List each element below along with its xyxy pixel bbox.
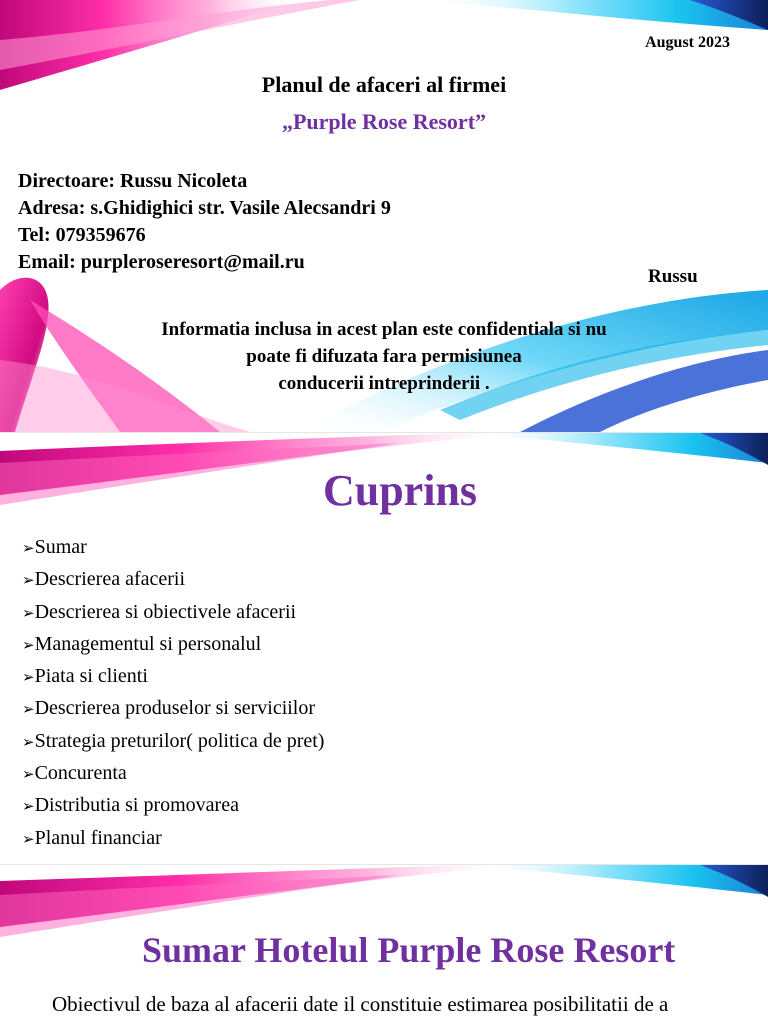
address-line: Adresa: s.Ghidighici str. Vasile Alecsandri 9 [18, 197, 391, 219]
summary-paragraph: Obiectivul de baza al afacerii date il constituie estimarea posibilitatii de a [52, 992, 669, 1016]
email-line: Email: purpleroseresort@mail.ru [18, 251, 305, 273]
contents-heading: Cuprins [322, 466, 478, 515]
signature: Russu [648, 266, 698, 287]
toc-item[interactable] [22, 531, 324, 563]
summary-slide [0, 865, 768, 1024]
toc-item[interactable] [22, 660, 324, 692]
toc-item-label: Descrierea si obiectivele afacerii [34, 600, 297, 623]
toc-item-label: Strategia preturilor( politica de pret) [34, 729, 325, 752]
toc-item-label: Sumar [34, 536, 87, 558]
toc-item[interactable] [22, 596, 324, 628]
phone-line: Tel: 079359676 [18, 224, 146, 246]
document-title: Planul de afaceri al firmei [261, 72, 507, 97]
cover-slide [0, 0, 768, 432]
toc-item-label: Managementul si personalul [34, 632, 262, 655]
toc-item-label: Concurenta [34, 762, 127, 785]
confidential-notice-line-1: Informatia inclusa in acest plan este confidentiala si nu [161, 319, 607, 340]
director-line: Directoare: Russu Nicoleta [18, 170, 248, 192]
toc-item-label: Descrierea produselor si serviciilor [34, 697, 316, 720]
toc-item[interactable] [22, 692, 324, 724]
toc-item-label: Distributia si promovarea [34, 794, 239, 817]
table-of-contents [22, 531, 324, 854]
confidential-notice-line-2: poate fi difuzata fara permisiunea [246, 346, 522, 367]
toc-item-label: Descrierea afacerii [34, 568, 186, 591]
summary-heading: Sumar Hotelul Purple Rose Resort [142, 930, 676, 970]
confidential-notice-line-3: conducerii intreprinderii . [278, 373, 490, 394]
toc-item-label: Planul financiar [34, 826, 162, 849]
toc-item[interactable] [22, 822, 324, 854]
company-name: „Purple Rose Resort” [281, 109, 487, 134]
toc-item[interactable] [22, 725, 324, 757]
toc-item-label: Piata si clienti [34, 665, 148, 688]
toc-item[interactable] [22, 757, 324, 789]
toc-item[interactable] [22, 628, 324, 660]
toc-item[interactable] [22, 789, 324, 821]
date-label: August 2023 [645, 34, 730, 51]
contents-slide [0, 433, 768, 864]
toc-item[interactable] [22, 563, 324, 595]
